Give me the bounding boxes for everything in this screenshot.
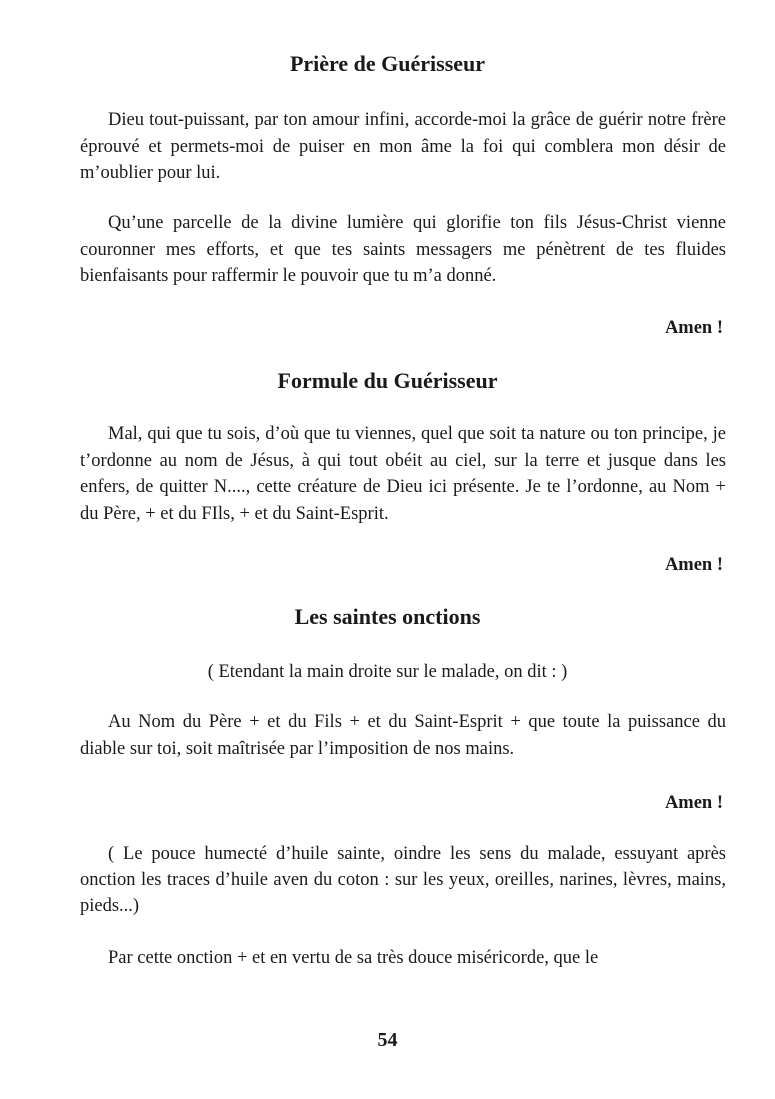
section-title-onctions: Les saintes onctions [294, 604, 481, 629]
onctions-instruction: ( Etendant la main droite sur le malade, on dit : ) [207, 662, 568, 682]
formule-paragraph-1: Mal, qui que tu sois, d’où que tu viennes, quel que soit ta nature ou ton principe, je t’ordonne au nom de Jésus, à qui tout obéit au ciel, sur la terre et jusque dans les enfers, de quitter N...., cette créature de Dieu ici présente. Je te l’ordonne, au Nom + du Père, + et du FIls, + et du Saint-Esprit. [80, 424, 726, 524]
priere-paragraph-1: Dieu tout-puissant, par ton amour infini, accorde-moi la grâce de guérir notre frère éprouvé et permets-moi de puiser en mon âme la foi qui comblera mon désir de m’oublier pour lui. [80, 110, 726, 183]
priere-paragraph-2: Qu’une parcelle de la divine lumière qui glorifie ton fils Jésus-Christ vienne couronner mes efforts, et que tes saints messagers me pénètrent de tes fluides bienfaisants pour raffermir le pouvoir que tu m’a donné. [80, 213, 726, 286]
page-number: 54 [377, 1029, 398, 1051]
section-title-priere: Prière de Guérisseur [289, 51, 486, 76]
onctions-paragraph-1: Au Nom du Père + et du Fils + et du Saint-Esprit + que toute la puissance du diable sur toi, soit maîtrisée par l’imposition de nos mains. [80, 712, 726, 759]
onctions-instruction-2: ( Le pouce humecté d’huile sainte, oindre les sens du malade, essuyant après onction les traces d’huile aven du coton : sur les yeux, oreilles, narines, lèvres, mains, pieds...) [80, 844, 726, 916]
onctions-amen: Amen ! [664, 793, 723, 813]
section-title-formule: Formule du Guérisseur [277, 368, 498, 393]
formule-amen: Amen ! [664, 555, 723, 575]
onctions-paragraph-2: Par cette onction + et en vertu de sa très douce miséricorde, que le [108, 948, 599, 968]
priere-amen: Amen ! [664, 318, 723, 338]
